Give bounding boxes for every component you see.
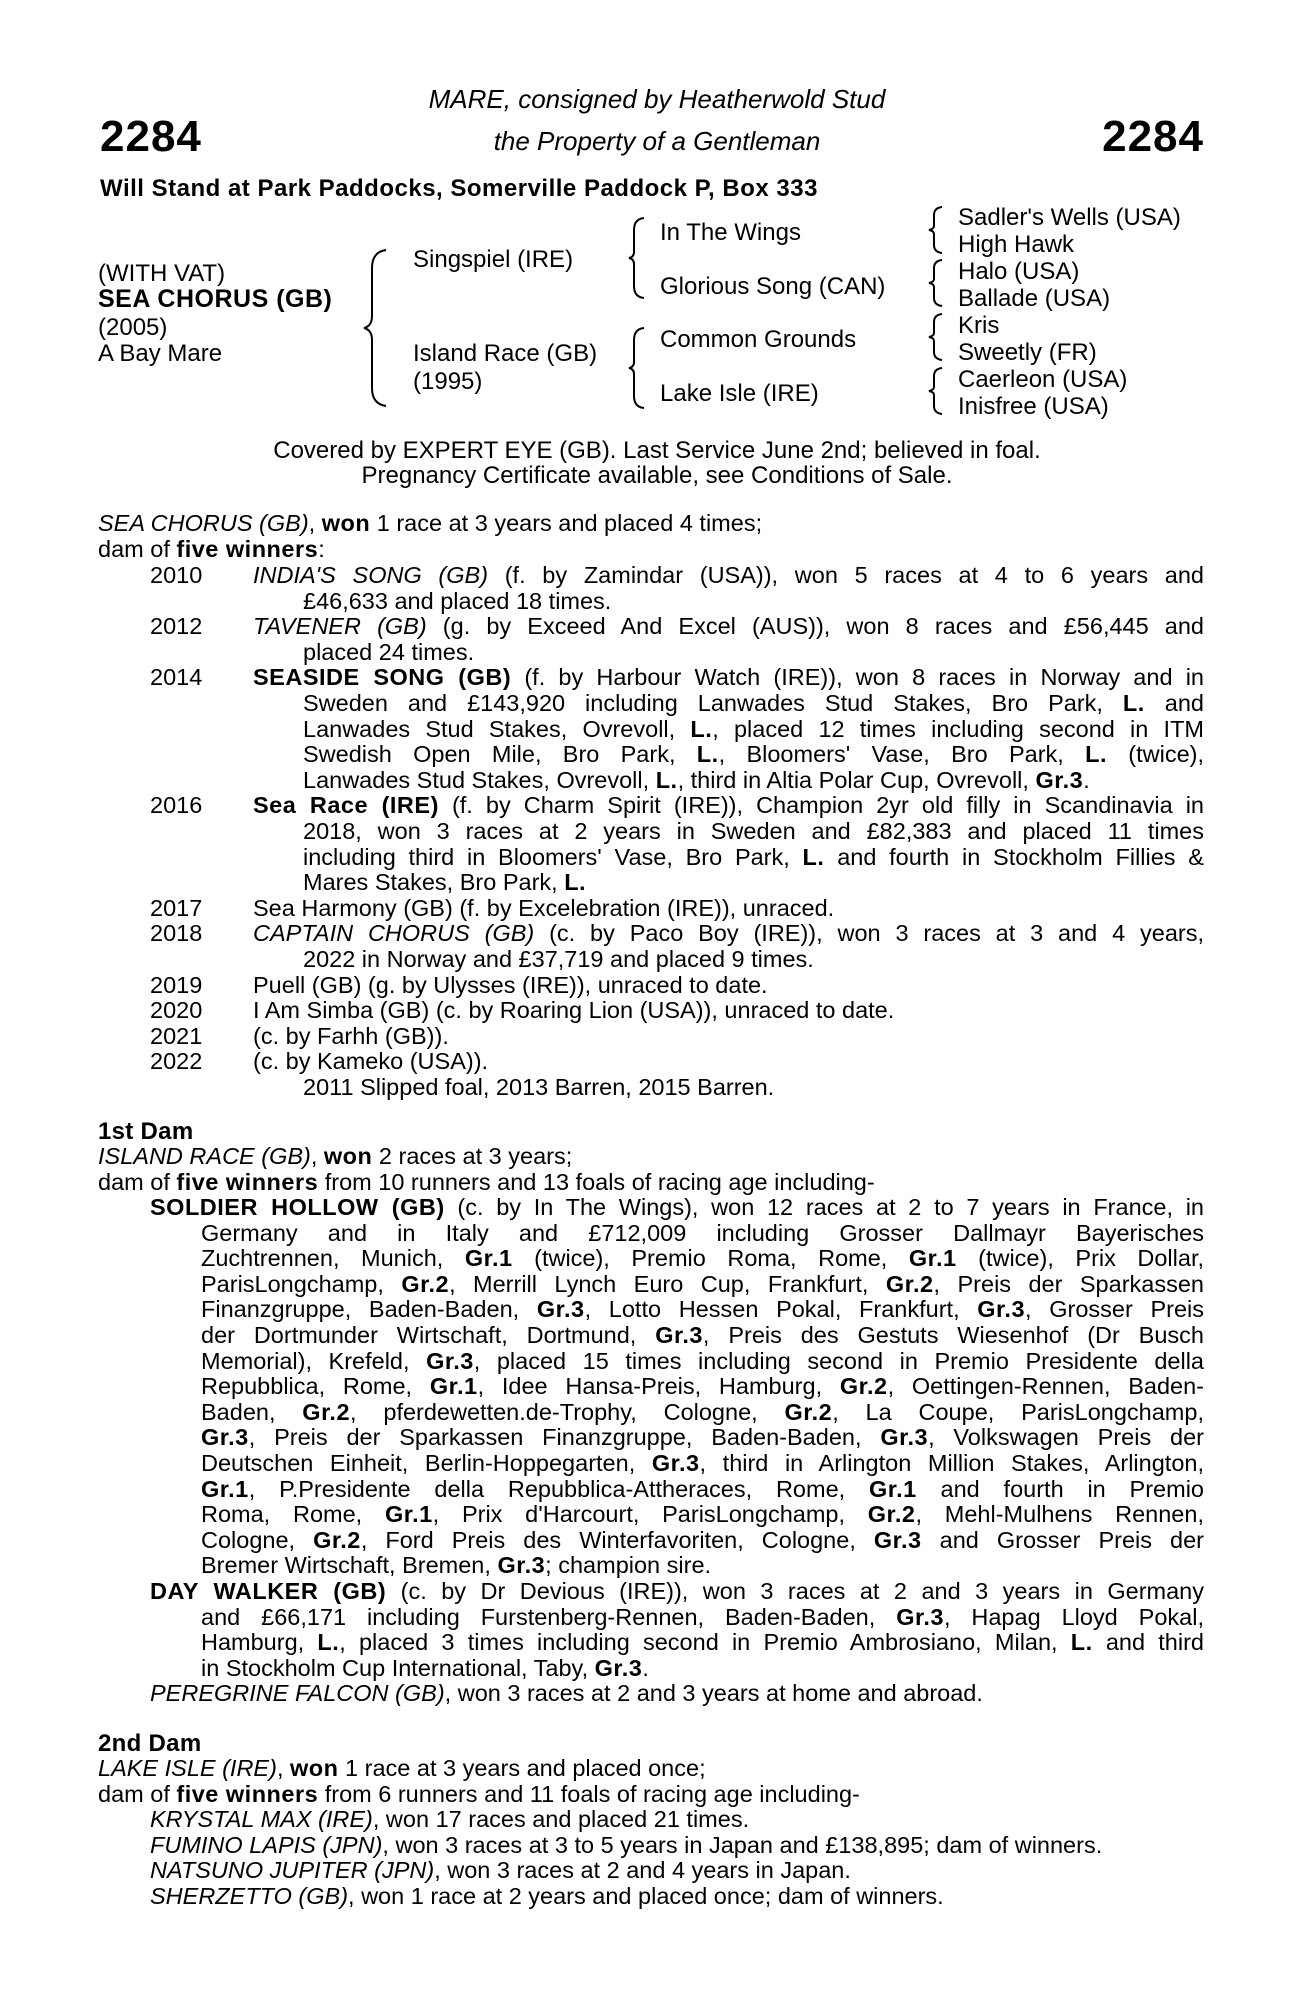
italic-text: SHERZETTO (GB): [150, 1882, 349, 1909]
text-line: [201, 1605, 1204, 1631]
text-segment: , placed 12 times including second in ITM: [712, 715, 1205, 742]
g4-ancestor-2: High Hawk: [958, 231, 1075, 258]
text-line: [253, 921, 1204, 947]
text-line: [253, 896, 1204, 922]
text-segment: (twice),: [1107, 741, 1205, 768]
text-segment: , Preis der Sparkassen: [933, 1270, 1204, 1297]
bold-text: Gr.3: [977, 1296, 1026, 1323]
produce-year: 2021: [150, 1022, 203, 1049]
g4-ancestor-7: Caerleon (USA): [958, 366, 1128, 393]
text-segment: , Ford Preis des Winterfavoriten, Cologne,: [360, 1526, 874, 1553]
bold-text: Gr.1: [868, 1475, 917, 1502]
text-segment: Hamburg,: [201, 1629, 318, 1656]
text-segment: in Stockholm Cup International, Taby,: [201, 1654, 595, 1681]
bold-text: Gr.3: [594, 1654, 643, 1681]
text-segment: Cologne,: [201, 1526, 314, 1553]
text-segment: and third: [1092, 1629, 1204, 1656]
g4-bracket-2: [928, 258, 946, 308]
bold-text: L.: [564, 869, 587, 896]
bold-text: L.: [1122, 690, 1145, 716]
text-segment: 2011 Slipped foal, 2013 Barren, 2015 Barren.: [303, 1074, 775, 1100]
text-line: [201, 1400, 1204, 1426]
dam-sire-name: Common Grounds: [660, 326, 857, 353]
text-line: [201, 1502, 1204, 1528]
bold-text: Gr.2: [302, 1398, 351, 1425]
second-dam-heading: 2nd Dam: [98, 1730, 202, 1757]
text-line: [201, 1553, 1204, 1579]
g4-ancestor-8: Inisfree (USA): [958, 393, 1109, 420]
bold-text: Gr.2: [867, 1501, 916, 1528]
text-segment: , won 3 races at 2 and 3 years at home and abroad.: [444, 1680, 983, 1707]
text-segment: (c. by Farhh (GB)).: [253, 1022, 449, 1049]
bold-text: SOLDIER HOLLOW (GB): [150, 1194, 445, 1220]
text-segment: , placed 3 times including second in Premio Ambrosiano, Milan,: [339, 1629, 1071, 1656]
text-line: [201, 1630, 1204, 1656]
text-segment: , pferdewetten.de-Trophy, Cologne,: [350, 1398, 785, 1425]
text-line: [150, 1807, 749, 1833]
text-line: [303, 742, 1204, 768]
text-segment: , third in Altia Polar Cup, Ovrevoll,: [677, 766, 1036, 793]
text-segment: , Bloomers' Vase, Bro Park,: [718, 741, 1086, 768]
text-line: [201, 1374, 1204, 1400]
bold-text: Gr.1: [384, 1501, 433, 1528]
produce-year: 2019: [150, 971, 203, 998]
intro-mare-name: SEA CHORUS (GB): [98, 510, 309, 536]
pregnancy-line: Pregnancy Certificate available, see Conditions of Sale.: [361, 462, 953, 489]
text-line: [150, 1833, 1102, 1859]
text-segment: , won 17 races and placed 21 times.: [372, 1806, 750, 1832]
g4-ancestor-6: Sweetly (FR): [958, 339, 1097, 366]
text-segment: , won 3 races at 3 to 5 years in Japan and £138,895; dam of winners.: [382, 1831, 1103, 1858]
horse-name: SEA CHORUS (GB): [98, 285, 333, 313]
italic-text: FUMINO LAPIS (JPN): [150, 1831, 383, 1858]
produce-year: 2017: [150, 894, 203, 921]
text-segment: and fourth in Premio: [916, 1475, 1204, 1502]
text-segment: Bremer Wirtschaft, Bremen,: [201, 1552, 498, 1579]
text-line: [303, 947, 1204, 973]
text-line: [253, 665, 1204, 691]
text-line: [201, 1528, 1204, 1554]
text-line: [150, 1858, 851, 1884]
text-segment: 2022 in Norway and £37,719 and placed 9 times.: [303, 946, 814, 972]
bold-text: won: [290, 1755, 339, 1781]
text-segment: (g. by Exceed And Excel (AUS)), won 8 races and £56,445 and: [426, 613, 1205, 640]
text-segment: , won 3 races at 2 and 4 years in Japan.: [434, 1857, 851, 1884]
text-segment: 1 race at 3 years and placed once;: [338, 1755, 706, 1781]
text-line: [201, 1221, 1204, 1247]
bold-text: won: [323, 1143, 373, 1169]
text-segment: Sea Harmony (GB) (f. by Excelebration (IRE)), unraced.: [253, 894, 835, 921]
text-segment: , Merrill Lynch Euro Cup, Frankfurt,: [449, 1270, 886, 1297]
stand-location: Will Stand at Park Paddocks, Somerville Paddock P, Box 333: [100, 175, 818, 202]
bold-text: L.: [317, 1629, 340, 1656]
text-segment: (f. by Zamindar (USA)), won 5 races at 4 to 6 years and: [488, 562, 1204, 588]
text-line: [303, 1075, 1204, 1101]
bold-text: Gr.2: [313, 1526, 361, 1553]
text-segment: ,: [276, 1755, 290, 1781]
text-line: [253, 973, 1204, 999]
text-line: [303, 870, 1204, 896]
bold-text: Gr.3: [426, 1347, 474, 1374]
text-segment: der Dortmunder Wirtschaft, Dortmund,: [201, 1322, 656, 1348]
text-segment: and £66,171 including Furstenberg-Rennen, Baden-Baden,: [201, 1603, 897, 1630]
winners-count: five winners: [176, 536, 319, 562]
text-segment: and Grosser Preis der: [921, 1526, 1204, 1553]
intro-won: won: [321, 510, 371, 536]
dam-of-colon: :: [318, 536, 325, 562]
produce-year: 2010: [150, 562, 203, 588]
text-segment: from 10 runners and 13 foals of racing age including-: [318, 1168, 875, 1195]
lot-number-right: 2284: [1102, 112, 1204, 161]
text-line: [98, 1170, 1198, 1196]
bold-text: L.: [1070, 1629, 1093, 1656]
sire-name: Singspiel (IRE): [413, 246, 574, 273]
text-segment: Lanwades Stud Stakes, Ovrevoll,: [303, 766, 656, 793]
pedigree-bracket-main: [362, 248, 392, 408]
text-segment: Lanwades Stud Stakes, Ovrevoll,: [303, 715, 691, 742]
g4-ancestor-3: Halo (USA): [958, 258, 1080, 285]
text-segment: Zuchtrennen, Munich,: [201, 1245, 465, 1272]
dam-of-line: [98, 537, 325, 563]
italic-text: TAVENER (GB): [253, 613, 427, 640]
foaled-year: (2005): [98, 314, 168, 341]
text-segment: , Grosser Preis: [1025, 1296, 1204, 1323]
text-line: [303, 691, 1204, 717]
text-line: [201, 1425, 1204, 1451]
text-line: [253, 998, 1204, 1024]
sire-bracket: [628, 216, 648, 300]
text-segment: Roma, Rome,: [201, 1501, 385, 1528]
bold-text: Gr.3: [880, 1424, 929, 1451]
bold-text: Gr.3: [201, 1424, 249, 1451]
text-line: [253, 563, 1204, 589]
produce-year: 2016: [150, 792, 203, 819]
text-segment: Sweden and £143,920 including Lanwades Stud Stakes, Bro Park,: [303, 690, 1123, 716]
bold-text: SEASIDE SONG (GB): [253, 664, 512, 691]
bold-text: L.: [802, 843, 825, 870]
bold-text: Gr.1: [201, 1475, 249, 1502]
dam-name: Island Race (GB): [413, 340, 598, 367]
covered-line: Covered by EXPERT EYE (GB). Last Service June 2nd; believed in foal.: [273, 437, 1041, 464]
text-segment: (c. by In The Wings), won 12 races at 2 to 7 years in France, in: [444, 1194, 1204, 1220]
intro-record: 1 race at 3 years and placed 4 times;: [370, 510, 763, 536]
consignor-line: MARE, consigned by Heatherwold Stud: [428, 84, 886, 114]
text-line: [201, 1297, 1204, 1323]
text-segment: ,: [310, 1143, 324, 1169]
text-line: [150, 1681, 1204, 1707]
bold-text: L.: [690, 715, 713, 742]
bold-text: Gr.3: [655, 1322, 703, 1348]
text-line: [253, 793, 1204, 819]
produce-year: 2018: [150, 920, 203, 947]
text-segment: (f. by Charm Spirit (IRE)), Champion 2yr old filly in Scandinavia in: [438, 792, 1204, 819]
text-segment: I Am Simba (GB) (c. by Roaring Lion (USA)), unraced to date.: [253, 997, 895, 1024]
dam-year: (1995): [413, 368, 483, 395]
dam-bracket: [628, 326, 648, 410]
text-line: [150, 1195, 1204, 1221]
bold-text: Gr.2: [839, 1373, 888, 1400]
bold-text: Gr.2: [401, 1270, 450, 1297]
text-line: [98, 1756, 1198, 1782]
text-segment: , Prix d'Harcourt, ParisLongchamp,: [432, 1501, 868, 1528]
bold-text: Gr.1: [429, 1373, 478, 1400]
text-segment: , Lotto Hessen Pokal, Frankfurt,: [584, 1296, 978, 1323]
bold-text: Gr.2: [885, 1270, 934, 1297]
bold-text: Gr.3: [651, 1450, 700, 1476]
text-segment: (c. by Dr Devious (IRE)), won 3 races at 2 and 3 years in Germany: [386, 1578, 1204, 1604]
text-segment: Mares Stakes, Bro Park,: [303, 869, 565, 896]
vat-label: (WITH VAT): [98, 260, 226, 287]
produce-year: 2014: [150, 664, 203, 691]
bold-text: Gr.3: [497, 1552, 546, 1579]
text-segment: , Hapag Lloyd Pokal,: [943, 1603, 1204, 1630]
text-segment: Deutschen Einheit, Berlin-Hoppegarten,: [201, 1450, 652, 1476]
produce-year: 2012: [150, 613, 203, 640]
g4-ancestor-5: Kris: [958, 312, 1000, 339]
bold-text: Gr.3: [896, 1603, 944, 1630]
text-segment: placed 24 times.: [303, 638, 475, 665]
text-segment: £46,633 and placed 18 times.: [303, 587, 612, 614]
bold-text: Gr.1: [908, 1245, 957, 1272]
horse-description: A Bay Mare: [98, 340, 223, 367]
text-segment: Puell (GB) (g. by Ulysses (IRE)), unraced to date.: [253, 971, 768, 998]
text-segment: 2 races at 3 years;: [372, 1143, 573, 1169]
text-segment: and fourth in Stockholm Fillies &: [824, 843, 1204, 870]
text-segment: 2018, won 3 races at 2 years in Sweden and £82,383 and placed 11 times: [303, 818, 1204, 844]
text-line: [201, 1477, 1204, 1503]
bold-text: Gr.2: [784, 1398, 833, 1425]
text-segment: ParisLongchamp,: [201, 1270, 402, 1297]
g4-bracket-4: [928, 366, 946, 416]
italic-text: KRYSTAL MAX (IRE): [150, 1806, 373, 1832]
text-line: [303, 768, 1204, 794]
text-segment: (twice), Premio Roma, Rome,: [512, 1245, 909, 1272]
text-line: [201, 1323, 1204, 1349]
text-line: [303, 589, 1204, 615]
text-segment: , Idee Hansa-Preis, Hamburg,: [477, 1373, 840, 1400]
bold-text: five winners: [176, 1168, 319, 1195]
bold-text: DAY WALKER (GB): [150, 1578, 387, 1604]
bold-text: L.: [696, 741, 719, 768]
italic-text: NATSUNO JUPITER (JPN): [150, 1857, 435, 1884]
text-segment: .: [642, 1654, 649, 1681]
text-segment: , La Coupe, ParisLongchamp,: [832, 1398, 1204, 1425]
italic-text: CAPTAIN CHORUS (GB): [253, 920, 535, 947]
text-segment: Finanzgruppe, Baden-Baden,: [201, 1296, 537, 1323]
text-segment: dam of: [98, 1168, 177, 1195]
first-dam-heading: 1st Dam: [98, 1118, 194, 1145]
text-segment: dam of: [98, 1780, 177, 1807]
g4-ancestor-1: Sadler's Wells (USA): [958, 204, 1181, 231]
bold-text: Gr.3: [1035, 766, 1084, 793]
bold-text: L.: [655, 766, 678, 793]
text-segment: , Mehl-Mulhens Rennen,: [915, 1501, 1204, 1528]
bold-text: L.: [1085, 741, 1107, 768]
text-line: [253, 1024, 1204, 1050]
bold-text: Gr.1: [464, 1245, 513, 1272]
text-segment: , placed 15 times including second in Premio Presidente della: [473, 1347, 1205, 1374]
g4-bracket-1: [928, 205, 946, 255]
text-line: [98, 1144, 1198, 1170]
bold-text: Sea Race (IRE): [253, 792, 439, 819]
text-line: [303, 640, 1204, 666]
text-segment: , Preis der Sparkassen Finanzgruppe, Baden-Baden,: [248, 1424, 881, 1451]
bold-text: Gr.3: [536, 1296, 585, 1323]
text-segment: , Oettingen-Rennen, Baden-: [887, 1373, 1205, 1400]
dam-dam-name: Lake Isle (IRE): [660, 380, 819, 407]
g4-ancestor-4: Ballade (USA): [958, 285, 1111, 312]
g4-bracket-3: [928, 312, 946, 362]
text-segment: (f. by Harbour Watch (IRE)), won 8 races in Norway and in: [511, 664, 1204, 691]
text-segment: Memorial), Krefeld,: [201, 1347, 427, 1374]
text-segment: Swedish Open Mile, Bro Park,: [303, 741, 697, 768]
mare-intro: SEA CHORUS (GB), won 1 race at 3 years and placed 4 times;: [98, 510, 763, 536]
text-segment: (c. by Kameko (USA)).: [253, 1048, 489, 1075]
text-segment: , won 1 race at 2 years and placed once; dam of winners.: [348, 1882, 944, 1909]
italic-text: LAKE ISLE (IRE): [98, 1755, 277, 1781]
italic-text: ISLAND RACE (GB): [98, 1143, 311, 1169]
text-line: [303, 819, 1204, 845]
text-line: [201, 1656, 1204, 1682]
text-segment: (c. by Paco Boy (IRE)), won 3 races at 3 and 4 years,: [534, 920, 1205, 947]
produce-year: 2022: [150, 1048, 203, 1075]
text-line: [201, 1272, 1204, 1298]
text-line: [303, 717, 1204, 743]
text-segment: .: [1083, 766, 1090, 793]
text-segment: , third in Arlington Million Stakes, Arlington,: [699, 1450, 1204, 1476]
dam-of-label: dam of: [98, 536, 177, 562]
text-segment: , Volkswagen Preis der: [928, 1424, 1204, 1451]
text-segment: ; champion sire.: [545, 1552, 712, 1579]
bold-text: five winners: [176, 1780, 319, 1807]
text-line: [201, 1349, 1204, 1375]
text-line: [303, 845, 1204, 871]
text-line: [150, 1579, 1204, 1605]
text-line: [201, 1246, 1204, 1272]
text-segment: , P.Presidente della Repubblica-Attheraces, Rome,: [248, 1475, 869, 1502]
text-segment: Germany and in Italy and £712,009 including Grosser Dallmayr Bayerisches: [201, 1219, 1204, 1246]
property-line: the Property of a Gentleman: [493, 126, 821, 156]
text-line: [253, 614, 1204, 640]
sire-sire-name: In The Wings: [660, 219, 801, 246]
sire-dam-name: Glorious Song (CAN): [660, 273, 886, 300]
text-line: [201, 1451, 1204, 1477]
text-segment: (twice), Prix Dollar,: [956, 1245, 1205, 1272]
text-line: [150, 1884, 944, 1910]
text-segment: from 6 runners and 11 foals of racing age including-: [318, 1780, 860, 1807]
text-segment: Baden,: [201, 1398, 303, 1425]
bold-text: Gr.3: [873, 1526, 922, 1553]
text-segment: Repubblica, Rome,: [201, 1373, 430, 1400]
text-segment: , Preis des Gestuts Wiesenhof (Dr Busch: [702, 1322, 1204, 1348]
italic-text: PEREGRINE FALCON (GB): [150, 1680, 445, 1707]
text-line: [253, 1049, 1204, 1075]
italic-text: INDIA'S SONG (GB): [253, 562, 489, 588]
text-segment: including third in Bloomers' Vase, Bro Park,: [303, 843, 803, 870]
text-segment: and: [1144, 690, 1204, 716]
text-line: [98, 1782, 1198, 1808]
lot-number-left: 2284: [100, 112, 202, 161]
produce-year: 2020: [150, 997, 203, 1024]
